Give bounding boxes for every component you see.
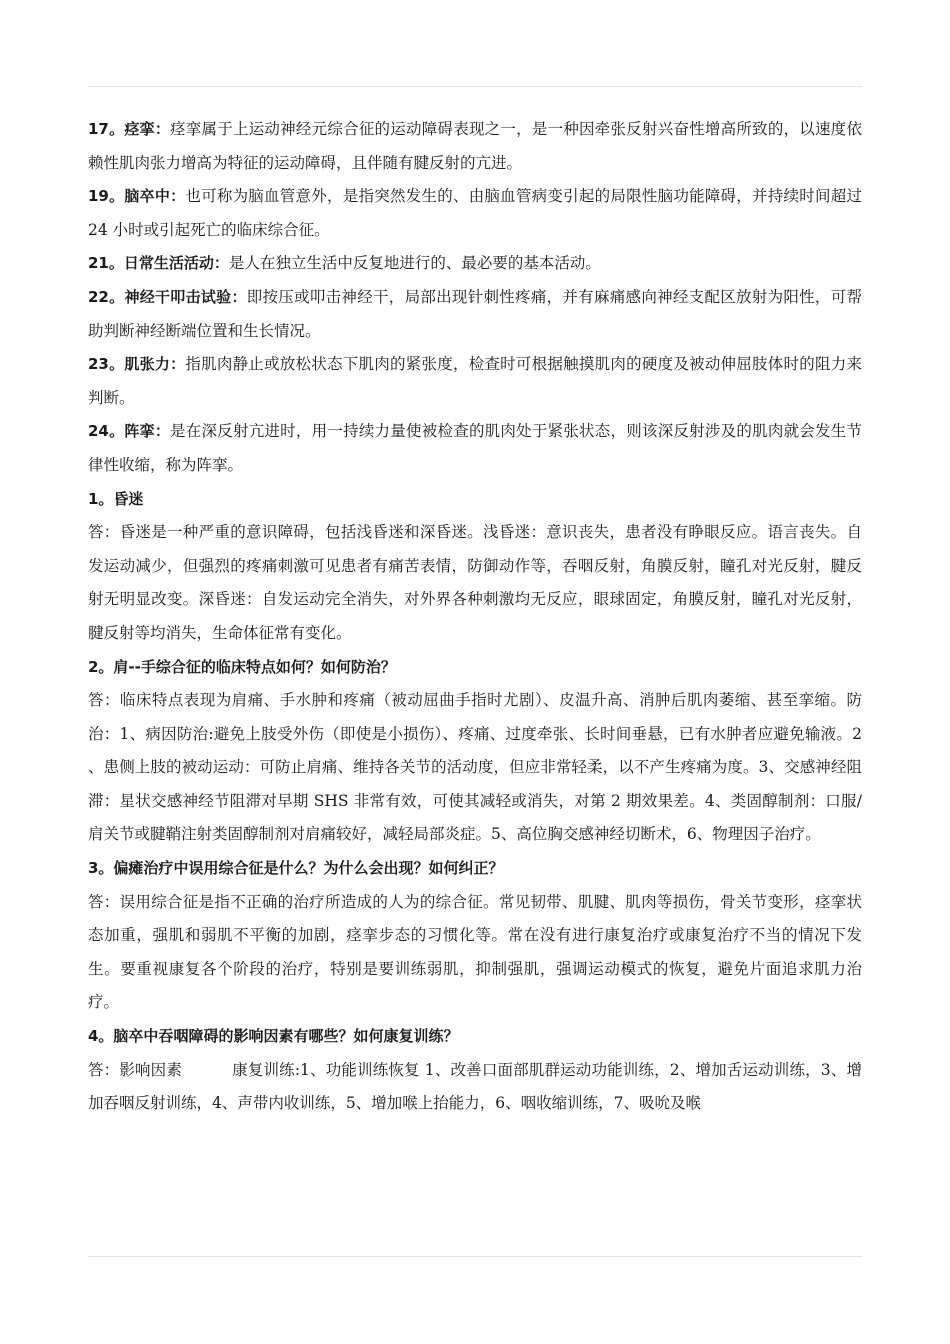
definition-term: 23。肌张力: [88, 355, 171, 374]
answer-text: 康复训练:1、功能训练恢复 1、改善口面部肌群运动功能训练，2、增加舌运动训练，3、增加吞咽反射训练，4、声带内收训练，5、增加喉上抬能力，6、咽收缩训练，7、吸吮及喉: [88, 1060, 862, 1113]
header-rule: [88, 86, 862, 87]
definition-separator: ：: [154, 422, 171, 441]
answer-text: 答：临床特点表现为肩痛、手水肿和疼痛（被动屈曲手指时尤剧）、皮温升高、消肿后肌肉萎缩、甚至挛缩。防治：1、病因防治:避免上肢受外伤（即使是小损伤）、疼痛、过度牵张、长时间垂悬，已有水肿者应避免输液。2 、患侧上肢的被动运动：可防止肩痛、维持各关节的活动度，但应非常轻柔，以不产生疼痛为度。3、交感神经阻滞：星状交感神经节阻滞对早期 SHS 非常有效，可使其减轻或消失，对第 2 期效果差。4、类固醇制剂：口服/肩关节或腱鞘注射类固醇制剂对肩痛较好，减轻局部炎症。5、高位胸交感神经切断术，6、物理因子治疗。: [88, 691, 862, 844]
definition-separator: ：: [154, 120, 171, 138]
definition-term: 21。日常生活活动: [88, 254, 214, 273]
definition-text: 也可称为脑血管意外，是指突然发生的、由脑血管病变引起的局限性脑功能障碍，并持续时间超过 24 小时或引起死亡的临床综合征。: [88, 187, 862, 239]
definition-text: 痉挛属于上运动神经元综合征的运动障碍表现之一，是一种因牵张反射兴奋性增高所致的，以速度依赖性肌肉张力增高为特征的运动障碍，且伴随有腱反射的亢进。: [88, 120, 862, 172]
definition-separator: ：: [213, 254, 229, 273]
definition-item: [88, 113, 862, 180]
definition-term: 17。痉挛: [88, 120, 155, 138]
definition-text: 指肌肉静止或放松状态下肌肉的紧张度，检查时可根据触摸肌肉的硬度及被动伸屈肢体时的阻力来判断。: [88, 355, 862, 407]
question-heading: 4。脑卒中吞咽障碍的影响因素有哪些？如何康复训练？: [88, 1027, 459, 1046]
definition-item: [88, 247, 862, 281]
definition-term: 19。脑卒中: [88, 187, 171, 206]
definition-item: [88, 180, 862, 247]
definition-term: 24。阵挛: [88, 422, 155, 441]
definition-separator: ：: [231, 287, 247, 306]
question-heading: 1。昏迷: [88, 489, 144, 508]
question-heading: 3。偏瘫治疗中误用综合征是什么？为什么会出现？如何纠正？: [88, 859, 504, 878]
question-heading: 2。肩--手综合征的临床特点如何？如何防治？: [88, 657, 396, 676]
definition-separator: ：: [170, 187, 186, 206]
definition-text: 是人在独立生活中反复地进行的、最必要的基本活动。: [228, 254, 601, 273]
footer-rule: [88, 1256, 862, 1257]
definition-text: 即按压或叩击神经干，局部出现针刺性疼痛，并有麻痛感向神经支配区放射为阳性，可帮助判断神经断端位置和生长情况。: [88, 287, 862, 340]
definition-item: [88, 348, 862, 415]
definition-item: [88, 415, 862, 482]
answer-lead: 答：影响因素: [88, 1060, 182, 1079]
definition-separator: ：: [170, 355, 186, 374]
document-body: [88, 113, 862, 1121]
answer-block: [88, 1054, 862, 1121]
definition-text: 是在深反射亢进时，用一持续力量使被检查的肌肉处于紧张状态，则该深反射涉及的肌肉就会发生节律性收缩，称为阵挛。: [88, 422, 862, 474]
definition-term: 22。神经干叩击试验: [88, 287, 232, 306]
answer-text: 答：昏迷是一种严重的意识障碍，包括浅昏迷和深昏迷。浅昏迷：意识丧失，患者没有睁眼反应。语言丧失。自发运动减少，但强烈的疼痛刺激可见患者有痛苦表情，防御动作等，吞咽反射，角膜反射，瞳孔对光反射，腱反射无明显改变。深昏迷：自发运动完全消失，对外界各种刺激均无反应，眼球固定，角膜反射，瞳孔对光反射，腱反射等均消失，生命体征常有变化。: [88, 523, 862, 642]
definition-item: [88, 281, 862, 348]
answer-text: 答：误用综合征是指不正确的治疗所造成的人为的综合征。常见韧带、肌腱、肌肉等损伤，骨关节变形，痉挛状态加重，强肌和弱肌不平衡的加剧，痉挛步态的习惯化等。常在没有进行康复治疗或康复治疗不当的情况下发生。要重视康复各个阶段的治疗，特别是要训练弱肌，抑制强肌，强调运动模式的恢复，避免片面追求肌力治疗。: [88, 892, 862, 1012]
